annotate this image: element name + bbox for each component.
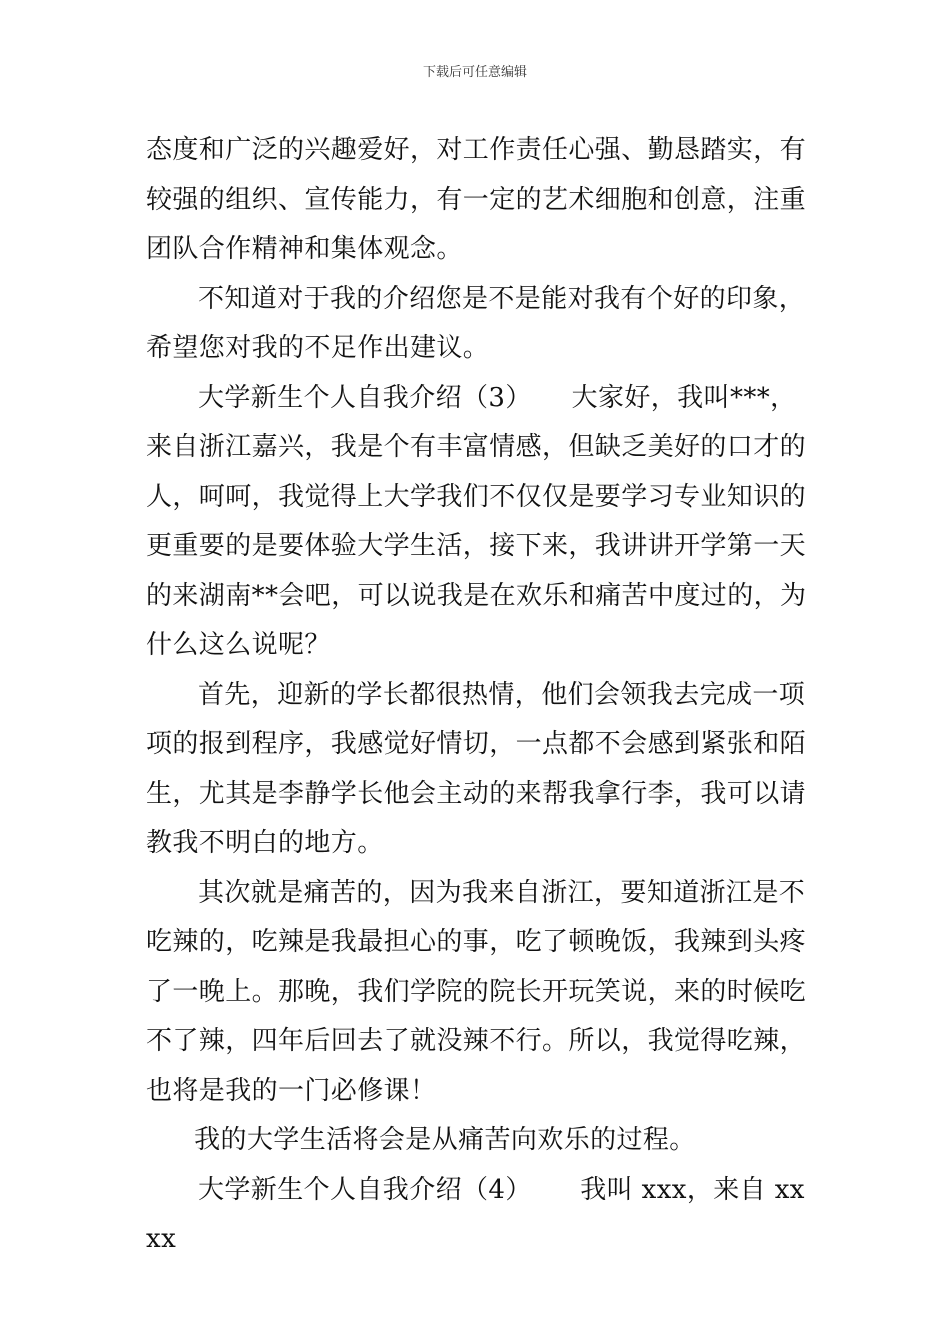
paragraph-intro-4: 大学新生个人自我介绍（4） 我叫 xxx，来自 xxxx xyxy=(146,1174,805,1254)
page-header: 下载后可任意编辑 xyxy=(422,65,527,80)
paragraph-conclusion: 我的大学生活将会是从痛苦向欢乐的过程。 xyxy=(194,1125,696,1155)
paragraph-continuation: 态度和广泛的兴趣爱好，对工作责任心强、勤恳踏实，有较强的组织、宣传能力，有一定的艺术细胞和创意，注重团队合作精神和集体观念。 xyxy=(146,135,807,264)
document-body xyxy=(146,126,810,1265)
paragraph-impression: 不知道对于我的介绍您是不是能对我有个好的印象，希望您对我的不足作出建议。 xyxy=(146,283,806,363)
paragraph-second: 其次就是痛苦的，因为我来自浙江，要知道浙江是不吃辣的，吃辣是我最担心的事，吃了顿晚饭，我辣到头疼了一晚上。那晚，我们学院的院长开玩笑说，来的时候吃不了辣，四年后回去了就没辣不行。所以，我觉得吃辣，也将是我的一门必修课！ xyxy=(146,877,807,1106)
paragraph-intro-3: 大学新生个人自我介绍（3） 大家好，我叫***，来自浙江嘉兴，我是个有丰富情感，但缺乏美好的口才的人，呵呵，我觉得上大学我们不仅仅是要学习专业知识的更重要的是要体验大学生活，接下来，我讲讲开学第一天的来湖南**会吧，可以说我是在欢乐和痛苦中度过的，为什么这么说呢？ xyxy=(146,382,807,660)
paragraph-first: 首先，迎新的学长都很热情，他们会领我去完成一项项的报到程序，我感觉好情切，一点都不会感到紧张和陌生，尤其是李静学长他会主动的来帮我拿行李，我可以请教我不明白的地方。 xyxy=(146,679,807,858)
